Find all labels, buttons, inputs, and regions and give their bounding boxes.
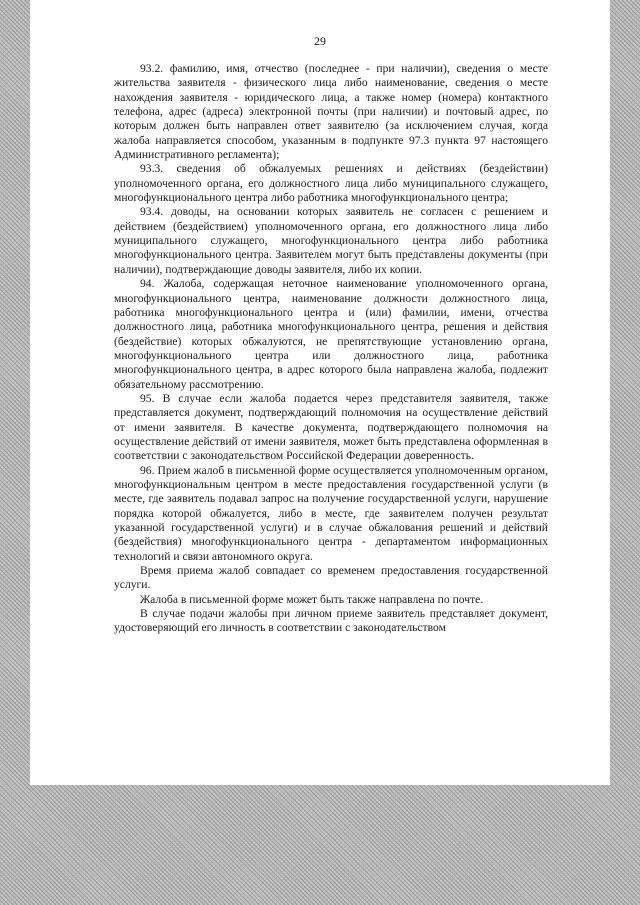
paragraph-93-3: 93.3. сведения об обжалуемых решениях и действиях (бездействии) уполномоченного органа, его должностного лица либо муниципального служащего, многофункционального центра либо работника многофункционального центра; bbox=[114, 162, 548, 205]
paragraph-93-2: 93.2. фамилию, имя, отчество (последнее - при наличии), сведения о месте жительства заявителя - физического лица либо наименование, сведения о месте нахождения заявителя - юридического лица, а также номер (номера) контактного телефона, адрес (адреса) электронной почты (при наличии) и почтовый адрес, по которым должен быть направлен ответ заявителю (за исключением случая, когда жалоба направляется способом, указанным в подпункте 97.3 пункта 97 настоящего Административного регламента); bbox=[114, 62, 548, 162]
scan-border-right bbox=[610, 0, 640, 905]
paragraph-personal-reception: В случае подачи жалобы при личном приеме заявитель представляет документ, удостоверяющий его личность в соответствии с законодательством bbox=[114, 607, 548, 635]
paragraph-mail: Жалоба в письменной форме может быть также направлена по почте. bbox=[140, 592, 484, 606]
paragraph-96: 96. Прием жалоб в письменной форме осуществляется уполномоченным органом, многофункциональным центром в месте предоставления государственной услуги (в месте, где заявитель подавал запрос на получение государственной услуги, нарушение порядка которой обжалуется, либо в месте, где заявителем получен результат указанной государственной услуги) и в случае обжалования решений и действий (бездействия) многофункционального центра - департаментом информационных технологий и связи автономного округа. bbox=[114, 463, 548, 563]
paragraph-95: 95. В случае если жалоба подается через представителя заявителя, также представляется документ, подтверждающий полномочия на осуществление действий от имени заявителя. В качестве документа, подтверждающего полномочия на осуществление действий от имени заявителя, может быть представлена оформленная в соответствии с законодательством Российской Федерации доверенность. bbox=[114, 391, 548, 463]
paragraph-93-4: 93.4. доводы, на основании которых заявитель не согласен с решением и действием (бездействием) уполномоченного органа, его должностного лица либо муниципального служащего, многофункционального центра либо работника многофункционального центра. Заявителем могут быть представлены документы (при наличии), подтверждающие доводы заявителя, либо их копии. bbox=[114, 205, 548, 276]
document-body bbox=[114, 62, 548, 636]
paragraph-reception-time: Время приема жалоб совпадает со временем предоставления государственной услуги. bbox=[114, 564, 548, 592]
paragraph-94: 94. Жалоба, содержащая неточное наименование уполномоченного органа, многофункционального центра, наименование должности должностного лица, работника многофункционального центра и (или) фамилии, имени, отчества должностного лица, работника многофункционального центра, решения и действия (бездействие) которых обжалуются, не препятствующие установлению органа, многофункционального центра или должностного лица, работника многофункционального центра, в адрес которого была направлена жалоба, подлежит обязательному рассмотрению. bbox=[114, 277, 548, 391]
document-page bbox=[30, 0, 610, 785]
scan-border-left bbox=[0, 0, 30, 905]
page-number: 29 bbox=[314, 34, 326, 48]
scan-border-bottom bbox=[0, 785, 640, 905]
